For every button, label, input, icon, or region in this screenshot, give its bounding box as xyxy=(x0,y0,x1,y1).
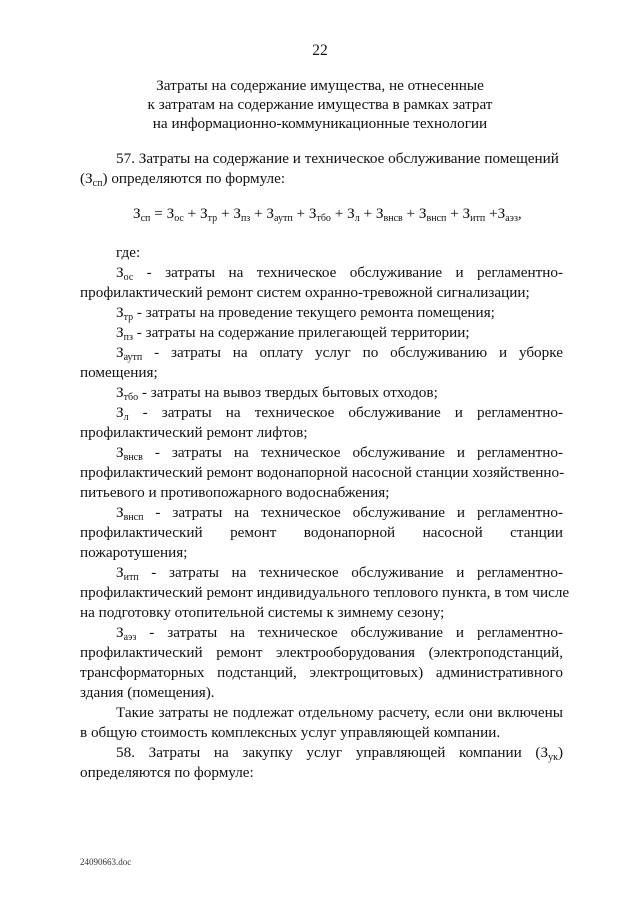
formula-term: + З xyxy=(217,205,241,222)
note-line: Такие затраты не подлежат отдельному расчету, если они включены xyxy=(116,704,563,721)
section-heading xyxy=(80,76,560,133)
formula-term-subscript: пз xyxy=(240,213,251,224)
def-l-line: профилактический ремонт лифтов; xyxy=(80,424,308,441)
formula-term: + З xyxy=(330,205,355,222)
def-oc-line: $З_{ос}$ - затраты на техническое обслуживание и регламентно- xyxy=(116,264,563,283)
para57-line: $(З_{сп})$ определяются по формуле: xyxy=(80,170,286,189)
para58-line: определяются по формуле: xyxy=(80,764,254,781)
formula-term: +З xyxy=(485,205,506,222)
def-vnsp-line: $З_{внсп}$ - затраты на техническое обслуживание и регламентно- xyxy=(116,504,563,523)
def-vnsp-line: пожаротушения; xyxy=(80,544,188,561)
footer-filename: 24090663.doc xyxy=(80,857,132,867)
heading-line: Затраты на содержание имущества, не отнесенные xyxy=(156,77,484,94)
note-line: в общую стоимость комплексных услуг управляющей компании. xyxy=(80,724,501,741)
formula-terms xyxy=(150,205,518,222)
def-aez-line: $З_{аэз}$ - затраты на техническое обслуживание и регламентно- xyxy=(116,624,563,643)
formula-term: + З xyxy=(402,205,427,222)
formula-term-subscript: л xyxy=(354,213,360,224)
para58-line: 58. Затраты на закупку услуг управляющей компании $(З_{ук})$ xyxy=(116,744,563,763)
def-itp-line: на подготовку отопительной системы к зимнему сезону; xyxy=(80,604,445,621)
formula-term: + З xyxy=(292,205,317,222)
formula-term: + З xyxy=(250,205,275,222)
formula-term-subscript: внсп xyxy=(426,213,447,224)
formula-term-subscript: аэз xyxy=(505,213,518,224)
formula-term-subscript: аутп xyxy=(274,213,293,224)
def-vnsv-line: профилактический ремонт водонапорной насосной станции хозяйственно- xyxy=(80,464,565,481)
def-l-line: $З_л$ - затраты на техническое обслуживание и регламентно- xyxy=(116,404,563,423)
def-aez-line: здания (помещения). xyxy=(80,684,215,701)
formula-term-subscript: тбо xyxy=(316,213,331,224)
formula-term: = З xyxy=(150,205,175,222)
def-aez-line: трансформаторных подстанций, электрощитовых) административного xyxy=(80,664,563,681)
def-vnsv-line: питьевого и противопожарного водоснабжения; xyxy=(80,484,390,501)
where-label: где: xyxy=(116,244,141,261)
def-pz-line: $З_{пз}$ - затраты на содержание прилегающей территории; xyxy=(116,324,470,343)
formula-term-subscript: тр xyxy=(207,213,218,224)
def-itp-line: профилактический ремонт индивидуального теплового пункта, в том числе xyxy=(80,584,570,601)
formula-term-subscript: ос xyxy=(174,213,184,224)
formula-term-subscript: итп xyxy=(470,213,486,224)
page-number: 22 xyxy=(312,42,328,59)
def-itp-line: $З_{итп}$ - затраты на техническое обслуживание и регламентно- xyxy=(116,564,563,583)
def-vnsv-line: $З_{внсв}$ - затраты на техническое обслуживание и регламентно- xyxy=(116,444,563,463)
heading-line: к затратам на содержание имущества в рамках затрат xyxy=(147,96,493,113)
def-vnsp-line: профилактический ремонт водонапорной насосной станции xyxy=(80,524,563,541)
formula-term: + З xyxy=(359,205,384,222)
def-tbo-line: $З_{тбо}$ - затраты на вывоз твердых бытовых отходов; xyxy=(116,384,438,403)
formula-term: + З xyxy=(183,205,208,222)
def-aez-line: профилактический ремонт электрооборудования (электроподстанций, xyxy=(80,644,563,661)
def-oc-line: профилактический ремонт систем охранно-тревожной сигнализации; xyxy=(80,284,530,301)
para57-line: 57. Затраты на содержание и техническое обслуживание помещений xyxy=(116,150,559,167)
def-autp-line: $З_{аутп}$ - затраты на оплату услуг по обслуживанию и уборке xyxy=(116,344,563,363)
formula: $З_{сп} = З_{ос} + З_{тр} + З_{пз} + З_{аутп} + З_{тбо} + З_л + З_{внсв} + З_{внсп} + З_{итп} +З_{аэз}$, xyxy=(133,205,522,224)
formula-term-subscript: внсв xyxy=(383,213,403,224)
formula-term: + З xyxy=(446,205,471,222)
def-autp-line: помещения; xyxy=(80,364,158,381)
def-tr-line: $З_{тр}$ - затраты на проведение текущего ремонта помещения; xyxy=(116,304,495,323)
heading-line: на информационно-коммуникационные технологии xyxy=(152,115,488,132)
